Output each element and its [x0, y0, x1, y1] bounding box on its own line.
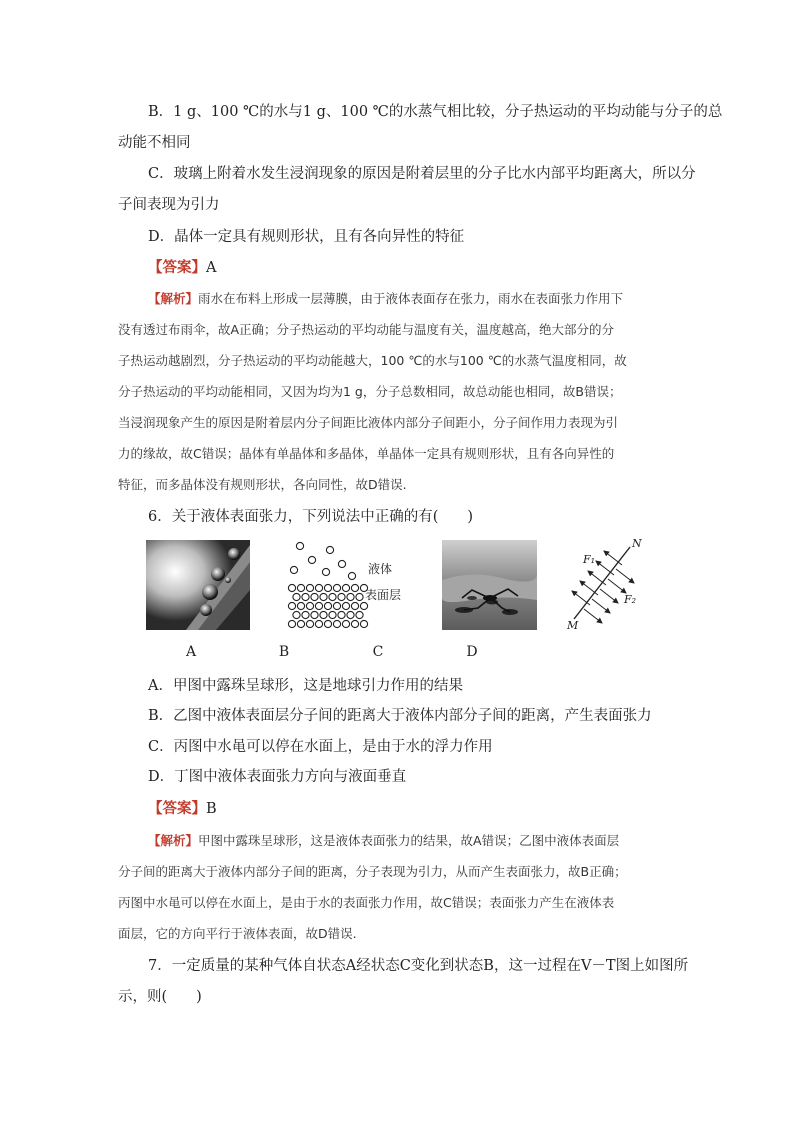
molecule-circle — [306, 584, 313, 591]
q6-answer — [148, 799, 217, 819]
molecule-circle — [297, 602, 304, 609]
molecule-circle — [311, 611, 318, 618]
q5-analysis-line1: 【解析】雨水在布料上形成一层薄膜，由于液体表面存在张力，雨水在表面张力作用下 — [148, 291, 624, 306]
fig-d-label-f1: F₁ — [583, 553, 596, 566]
molecule-circle — [315, 584, 322, 591]
molecule-circle — [293, 611, 300, 618]
molecule-circle — [302, 593, 309, 600]
molecule-circle — [288, 584, 295, 591]
molecule-circle — [333, 620, 340, 627]
molecule-circle — [296, 542, 303, 549]
molecule-circle — [306, 620, 313, 627]
q5-analysis-line7: 特征，而多晶体没有规则形状，各向同性，故D错误. — [118, 477, 407, 492]
answer-tag: 【答案】 — [148, 259, 206, 276]
fig-d-label-f2: F₂ — [624, 593, 637, 606]
molecule-circle — [306, 602, 313, 609]
molecule-circle — [320, 593, 327, 600]
fig-label-c: C — [372, 644, 384, 660]
molecule-circle — [315, 602, 322, 609]
q5-analysis-line3: 子热运动越剧烈，分子热运动的平均动能越大，100 ℃的水与100 ℃的水蒸气温度相同，故 — [118, 353, 627, 368]
molecule-circle — [342, 584, 349, 591]
answer-value: B — [206, 801, 217, 817]
q5-option-b-line1: B．1 g、100 ℃的水与1 g、100 ℃的水蒸气相比较，分子热运动的平均动能与分子的总 — [148, 104, 723, 120]
molecule-circle — [329, 611, 336, 618]
q5-option-b-line2: 动能不相同 — [118, 135, 191, 151]
q5-option-c-line1: C．玻璃上附着水发生浸润现象的原因是附着层里的分子比水内部平均距离大，所以分 — [148, 166, 696, 182]
molecule-circle — [338, 560, 345, 567]
fig-label-b: B — [278, 644, 290, 660]
molecule-circle — [322, 568, 329, 575]
analysis-tag: 【解析】 — [148, 291, 199, 306]
answer-value: A — [206, 260, 217, 276]
molecule-circle — [356, 593, 363, 600]
q6-analysis-line4: 面层，它的方向平行于液体表面，故D错误. — [118, 926, 357, 941]
molecule-circle — [338, 611, 345, 618]
q6-option-b: B．乙图中液体表面层分子间的距离大于液体内部分子间的距离，产生表面张力 — [148, 708, 652, 724]
q6-analysis-line3: 丙图中水黾可以停在水面上，是由于水的表面张力作用，故C错误；表面张力产生在液体表 — [118, 895, 615, 910]
molecule-circle — [315, 620, 322, 627]
q5-answer — [148, 258, 216, 278]
q5-analysis-line4: 分子热运动的平均动能相同，又因为均为1 g，分子总数相同，故总动能也相同，故B错误； — [118, 384, 622, 399]
fig-label-d: D — [466, 644, 478, 660]
molecule-circle — [311, 593, 318, 600]
q5-analysis-line5: 当浸润现象产生的原因是附着层内分子间距比液体内部分子间距小，分子间作用力表现为引 — [118, 415, 619, 430]
molecule-circle — [356, 611, 363, 618]
q6-stem: 6．关于液体表面张力，下列说法中正确的有( ) — [148, 509, 474, 525]
molecule-circle — [290, 566, 297, 573]
molecule-circle — [320, 611, 327, 618]
fig-d-label-m: M — [567, 619, 579, 632]
q5-option-c-line2: 子间表现为引力 — [118, 197, 220, 213]
molecule-circle — [348, 572, 355, 579]
q6-option-c: C．丙图中水黾可以停在水面上，是由于水的浮力作用 — [148, 739, 493, 755]
molecule-circle — [297, 620, 304, 627]
molecule-circle — [360, 620, 367, 627]
answer-tag: 【答案】 — [148, 800, 206, 817]
fig-label-a: A — [185, 644, 197, 660]
q7-stem-line2: 示，则( ) — [118, 989, 202, 1005]
q7-stem-line1: 7．一定质量的某种气体自状态A经状态C变化到状态B，这一过程在V－T图上如图所 — [148, 958, 689, 974]
molecule-circle — [329, 593, 336, 600]
molecule-circle — [351, 602, 358, 609]
molecule-circle — [360, 602, 367, 609]
molecule-circle — [288, 602, 295, 609]
molecule-circle — [333, 602, 340, 609]
molecule-circle — [326, 546, 333, 553]
molecule-circle — [324, 620, 331, 627]
molecule-circle — [342, 602, 349, 609]
q5-analysis-line6: 力的缘故，故C错误；晶体有单晶体和多晶体，单晶体一定具有规则形状，且有各向异性的 — [118, 446, 615, 461]
fig-b-label-surface: 表面层 — [365, 588, 402, 602]
q6-option-a: A．甲图中露珠呈球形，这是地球引力作用的结果 — [148, 678, 463, 694]
molecule-circle — [351, 584, 358, 591]
q6-analysis-line2: 分子间的距离大于液体内部分子间的距离，分子表现为引力，从而产生表面张力，故B正确； — [118, 864, 627, 879]
fig-d-label-n: N — [632, 537, 642, 550]
molecule-circle — [338, 593, 345, 600]
molecule-circle — [288, 620, 295, 627]
molecule-circle — [347, 593, 354, 600]
molecule-circle — [324, 584, 331, 591]
molecule-circle — [342, 620, 349, 627]
fig-b-label-liquid: 液体 — [368, 562, 393, 576]
molecule-circle — [333, 584, 340, 591]
analysis-tag: 【解析】 — [148, 833, 199, 848]
molecule-circle — [347, 611, 354, 618]
q5-analysis-line2: 没有透过布雨伞，故A正确；分子热运动的平均动能与温度有关，温度越高，绝大部分的分 — [118, 322, 615, 337]
q6-analysis-line1: 【解析】甲图中露珠呈球形，这是液体表面张力的结果，故A错误；乙图中液体表面层 — [148, 833, 620, 848]
q5-option-d: D．晶体一定具有规则形状，且有各向异性的特征 — [148, 229, 465, 245]
molecule-circle — [302, 611, 309, 618]
figure-a-dewdrops — [146, 540, 250, 630]
molecule-circle — [351, 620, 358, 627]
figure-b-molecules — [282, 540, 412, 635]
q6-option-d: D．丁图中液体表面张力方向与液面垂直 — [148, 769, 407, 785]
figure-c-water-strider — [442, 540, 537, 630]
molecule-circle — [297, 584, 304, 591]
molecule-circle — [308, 556, 315, 563]
figure-d-force-diagram — [560, 535, 660, 635]
molecule-circle — [324, 602, 331, 609]
molecule-circle — [293, 593, 300, 600]
